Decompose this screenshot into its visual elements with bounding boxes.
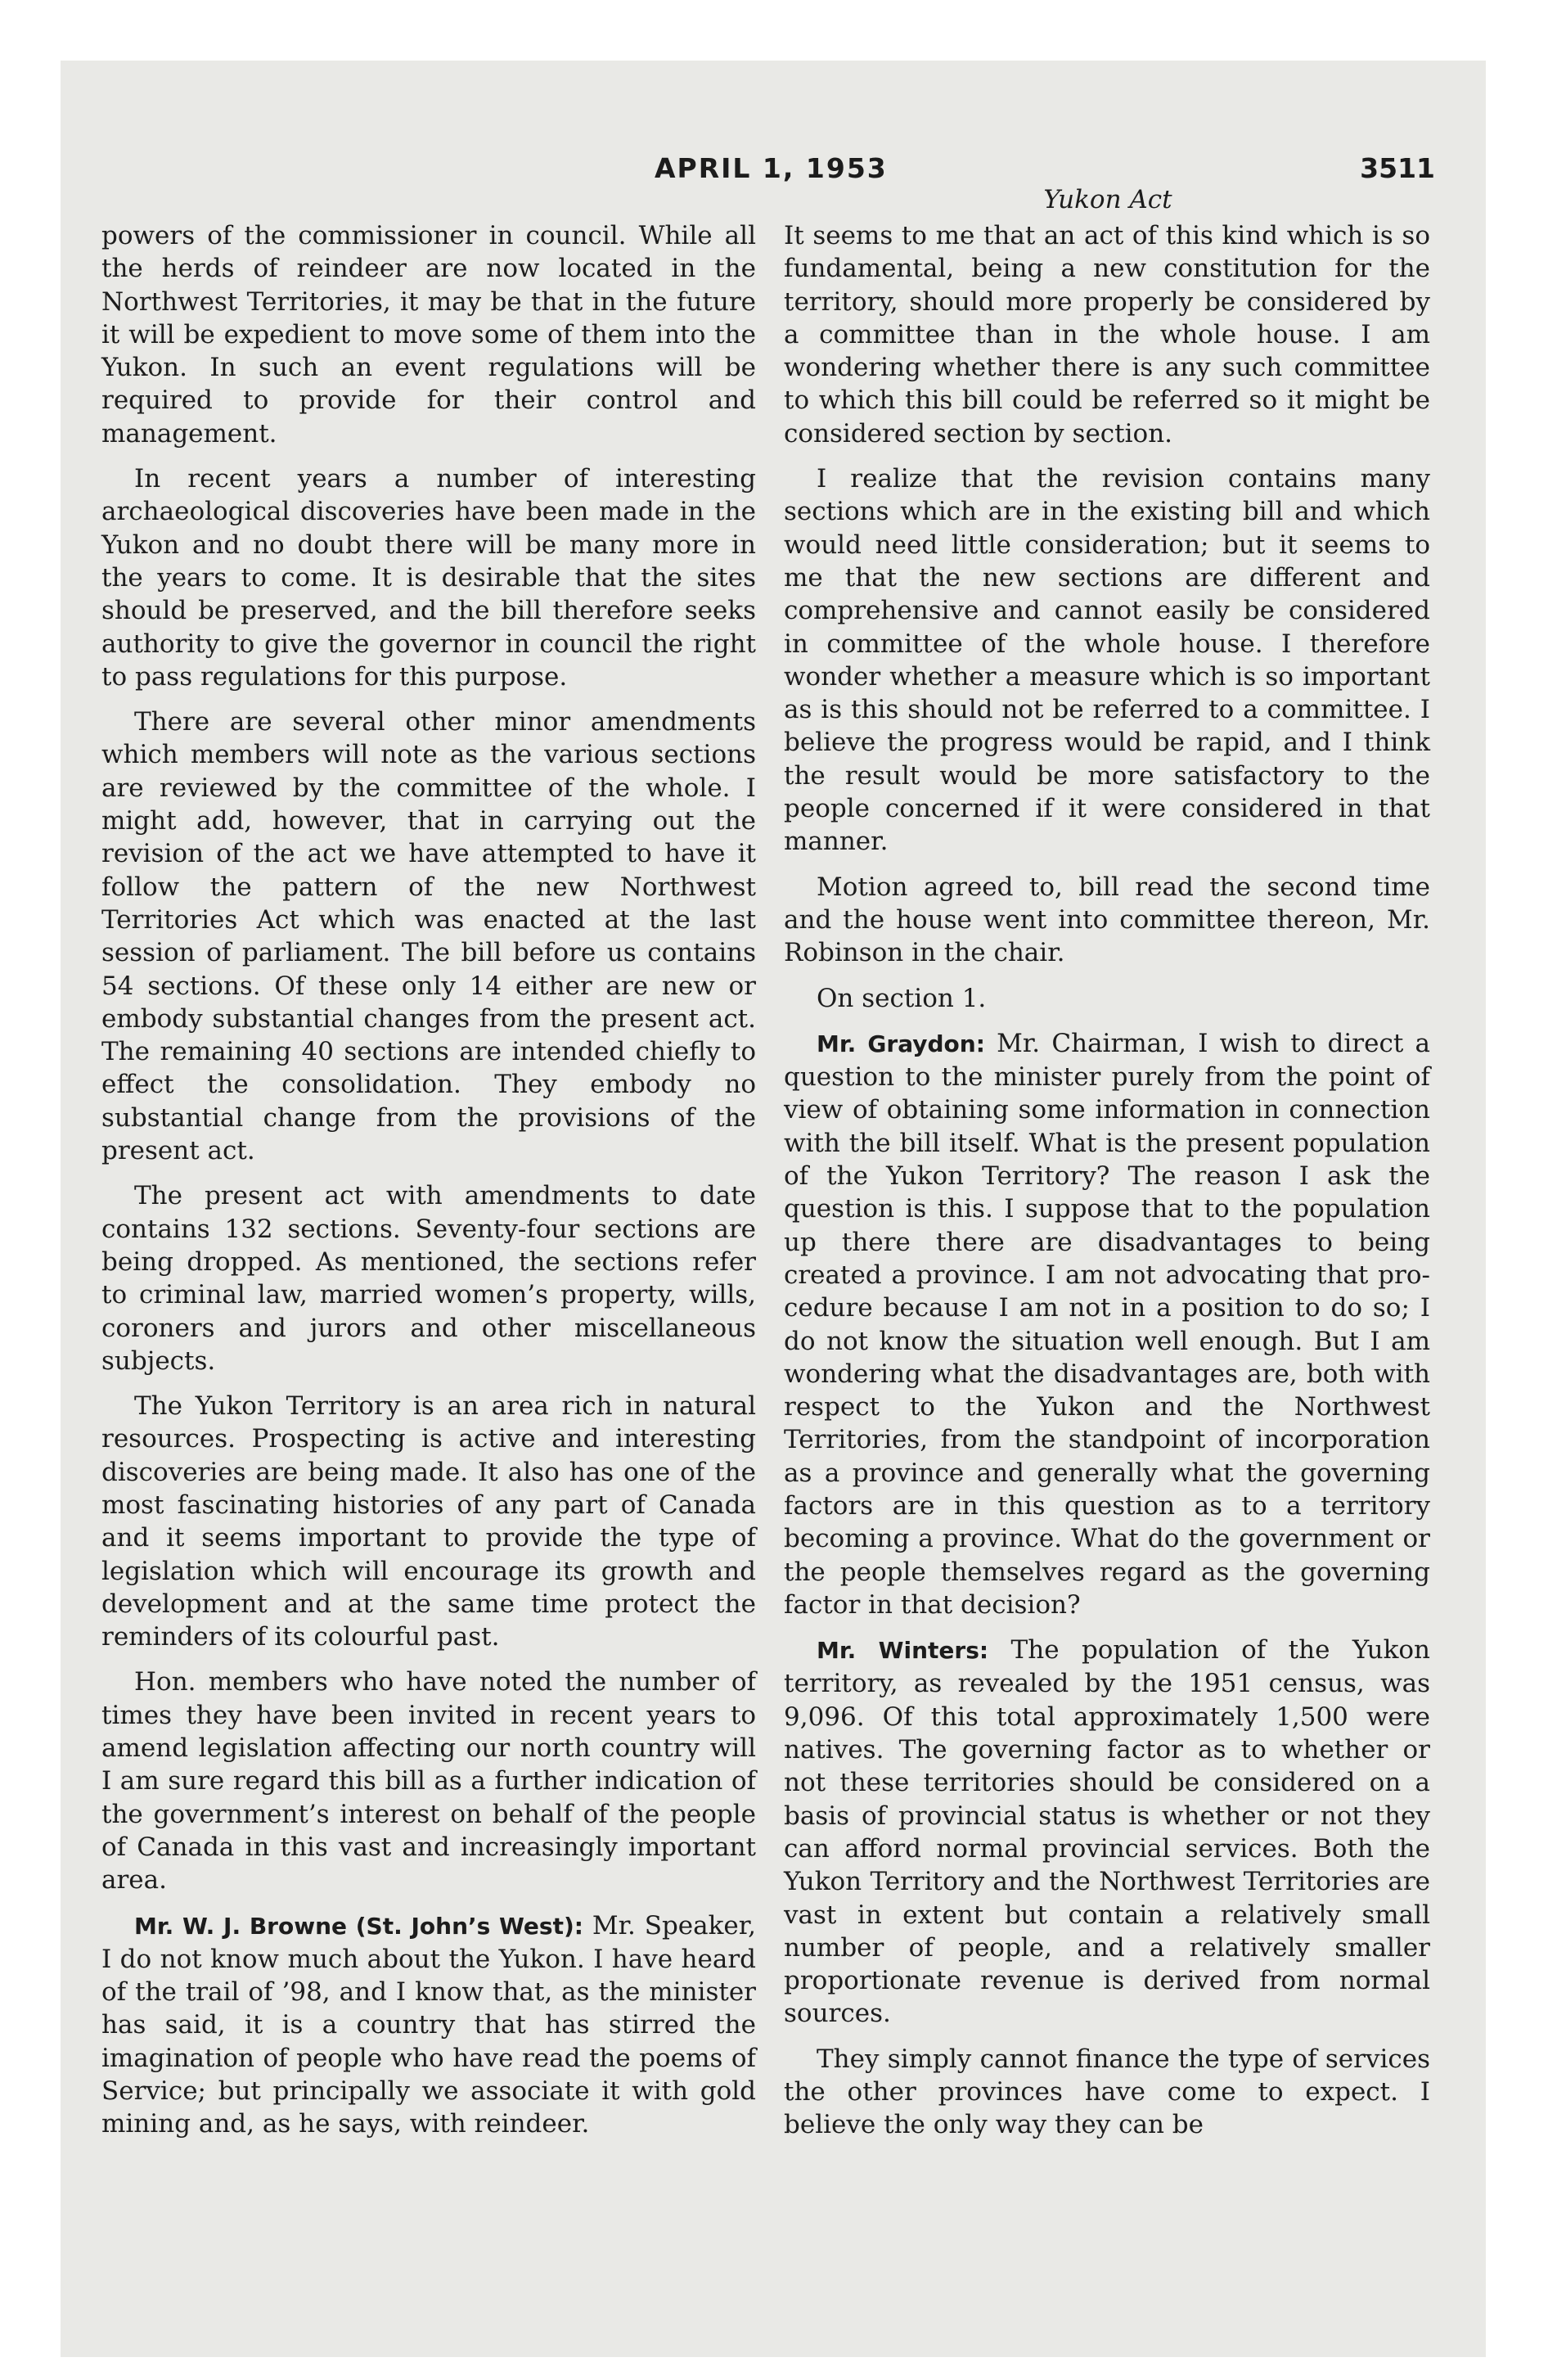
speech-browne — [101, 1909, 756, 2141]
header-date: APRIL 1, 1953 — [655, 152, 888, 184]
speech-text: Mr. Speaker, I do not know much about the Yukon. I have heard of the trail of ’98, and I know that, as the minister has said, it is a country that has stirred the imagination of people who have read the poems of Service; but principally we associate it with gold mining and, as he says, with reindeer. — [101, 1910, 757, 2139]
paragraph: On section 1. — [817, 983, 987, 1013]
speaker-name: Mr. Winters: — [817, 1637, 989, 1665]
speech-text: Mr. Chairman, I wish to direct a question to the minister purely from the point of view of obtaining some information in connection with the bill itself. What is the present population of the Yukon Territory? The reason I ask the question is this. I suppose that to the population up there there are disadvantages to being created a province. I am not advocating that procedure because I am not in a position to do so; I do not know the situation well enough. But I am wondering what the disadvantages are, both with respect to the Yukon and the Northwest Territories, from the standpoint of incorporation as a province and generally what the governing factors are in this question as to a territory becoming a province. What do the government or the people themselves regard as the governing factor in that decision? — [784, 1028, 1430, 1620]
paragraph: The Yukon Territory is an area rich in natural resources. Prospecting is active and interesting discoveries are being made. It also has one of the most fascinating histories of any part of Canada and it seems important to provide the type of legislation which will encourage its growth and development and at the same time protect the reminders of its colourful past. — [101, 1391, 756, 1652]
paragraph: It seems to me that an act of this kind which is so fundamental, being a new constitution for the territory, should more properly be considered by a committee than in the whole house. I am wondering whether there is any such committee to which this bill could be referred so it might be considered section by section. — [784, 221, 1430, 449]
speaker-name: Mr. W. J. Browne (St. John’s West): — [134, 1912, 583, 1940]
paragraph: They simply cannot finance the type of services the other provinces have come to expect. I believe the only way they can be — [784, 2044, 1430, 2140]
paragraph: I realize that the revision contains many sections which are in the existing bill and which would need little consideration; but it seems to me that the new sections are different and comprehensive and cannot easily be considered in committee of the whole house. I therefore wonder whether a measure which is so important as is this should not be referred to a committee. I believe the progress would be rapid, and I think the result would be more satisfactory to the people concerned if it were considered in that manner. — [784, 464, 1430, 857]
running-title: Yukon Act — [1043, 185, 1172, 214]
speaker-name: Mr. Graydon: — [817, 1030, 985, 1057]
speech-graydon — [784, 1027, 1430, 1621]
paragraph: In recent years a number of interesting archaeological discoveries have been made in the Yukon and no doubt there will be many more in the years to come. It is desirable that the sites should be preserved, and the bill therefore seeks authority to give the governor in council the right to pass regulations for this purpose. — [101, 464, 756, 692]
paragraph: powers of the commissioner in council. While all the herds of reindeer are now located in the Northwest Territories, it may be that in the future it will be expedient to move some of them into the Yukon. In such an event regulations will be required to provide for their control and management. — [101, 221, 756, 449]
paragraph: There are several other minor amendments which members will note as the various sections are reviewed by the committee of the whole. I might add, however, that in carrying out the revision of the act we have attempted to have it follow the pattern of the new Northwest Territories Act which was enacted at the last session of parliament. The bill before us contains 54 sections. Of these only 14 either are new or embody substantial changes from the present act. The remaining 40 sections are intended chiefly to effect the consolidation. They embody no substantial change from the provisions of the present act. — [101, 707, 756, 1166]
speech-text: The population of the Yukon territory, as revealed by the 1951 census, was 9,096. Of this total approximately 1,500 were natives. The governing factor as to whether or not these territories should be considered on a basis of provincial status is whether or not they can afford normal provincial services. Both the Yukon Territory and the Northwest Territories are vast in extent but contain a relatively small number of people, and a relatively smaller proportionate revenue is derived from normal sources. — [784, 1635, 1431, 2029]
paragraph: Motion agreed to, bill read the second time and the house went into committee thereon, Mr. Robinson in the chair. — [784, 872, 1430, 968]
speech-winters — [784, 1634, 1430, 2031]
right-column — [784, 219, 1430, 2154]
paragraph: The present act with amendments to date contains 132 sections. Seventy-four sections are being dropped. As mentioned, the sections refer to criminal law, married women’s property, wills, coroners and jurors and other miscellaneous subjects. — [101, 1181, 756, 1376]
page-number: 3511 — [1360, 152, 1435, 184]
left-column — [101, 219, 756, 2153]
paragraph: Hon. members who have noted the number of times they have been invited in recent years to amend legislation affecting our north country will I am sure regard this bill as a further indication of the government’s interest on behalf of the people of Canada in this vast and increasingly important area. — [101, 1667, 756, 1895]
